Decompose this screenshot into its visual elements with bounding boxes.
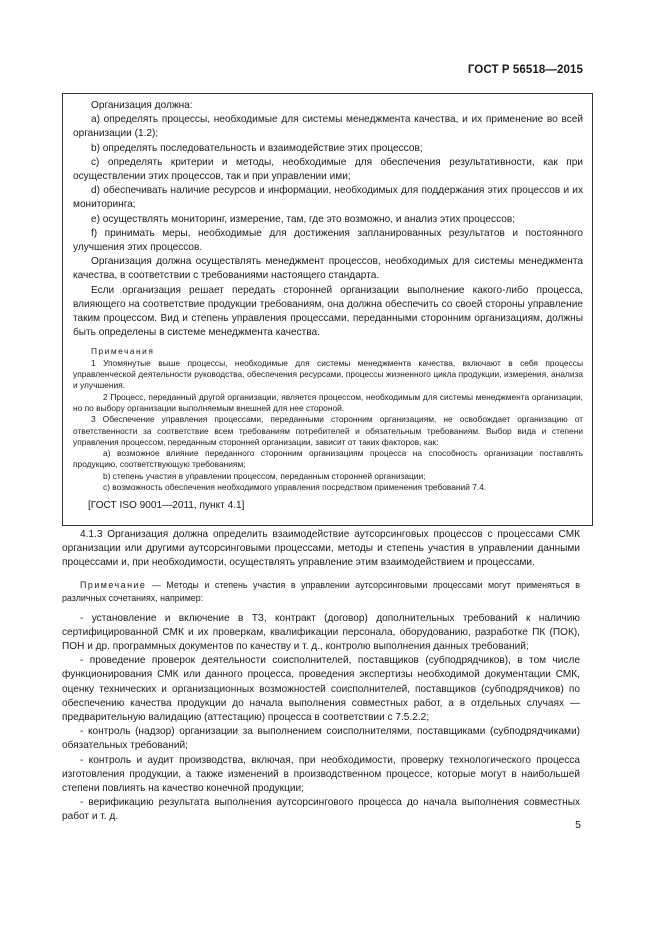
main-note-label: Примечание [80,579,147,590]
note-1: 1 Упомянутые выше процессы, необходимые для системы менеджмента качества, включают в себя процессы управленческой деятельности руководства, обеспечения ресурсами, процессы жизненного цикла продукции, измерения, анализа и улучшения. [73,357,583,391]
notes-block [73,346,583,493]
bullet-1: - установление и включение в ТЗ, контракт (договор) дополнительных требований к наличию сертифицированной СМК и их проверкам, квалификации персонала, оборудованию, разработке ПК (ПОК), ПОН и др. программных документов по качеству и т. д., контролю выполнения данных требований; [62,612,580,653]
box-item-a: а) определять процессы, необходимые для системы менеджмента качества, и их применение во всей организации (1.2); [73,114,583,140]
note-3-item-b: b) степень участия в управлении процессом, переданным сторонней организации; [103,470,426,481]
bullet-5: - верификацию результата выполнения аутсорсингового процесса до начала выполнения совместных работ и т. д. [62,797,580,823]
document-code: ГОСТ Р 56518—2015 [467,64,583,76]
quoted-standard-box [62,93,593,526]
note-3-item-c: с) возможность обеспечения необходимого управления посредством применения требований 7.4. [103,482,487,493]
box-item-f: f) принимать меры, необходимые для достижения запланированных результатов и постоянного улучшения этих процессов. [73,227,583,254]
clause-4-1-3: 4.1.3 Организация должна определить взаимодействие аутсорсинговых процессов с процессами СМК организации или другими аутсорсинговыми процессами, методы и степень участия в управлении данными процессами и, при необходимости, осуществлять управление этим взаимодействием и процессами. [62,529,580,569]
page-number: 5 [575,819,581,831]
box-paragraph-1: Организация должна осуществлять менеджмент процессов, необходимых для системы менеджмента качества, в соответствии с требованиями настоящего стандарта. [73,256,583,282]
box-paragraph-2: Если организация решает передать сторонней организации выполнение какого-либо процесса, влияющего на соответствие продукции требованиям, она должна обеспечить со своей стороны управление таким процессом. Вид и степень управления процессами, переданными сторонним организациям, должны быть определены в системе менеджмента качества. [73,284,583,339]
notes-heading: Примечания [91,346,155,357]
box-item-e: е) осуществлять мониторинг, измерение, там, где это возможно, и анализ этих процессов; [91,213,516,225]
box-item-b: b) определять последовательность и взаимодействие этих процессов; [91,142,423,154]
note-3-item-a: а) возможное влияние переданного сторонним организациям процесса на способность организации поставлять продукцию, соответствующую требованиям; [73,448,583,470]
standard-reference: [ГОСТ ISO 9001—2011, пункт 4.1] [88,500,245,512]
bullet-4: - контроль и аудит производства, включая, при необходимости, проверку технологического процесса изготовления продукции, а также изменений в производственном процессе, которые могут в наибольшей степени повлиять на качество конечной продукции; [62,754,580,795]
main-note [62,579,580,605]
box-intro: Организация должна: [91,100,193,111]
note-2: 2 Процесс, переданный другой организации, является процессом, необходимым для системы менеджмента организации, но по выбору организации выполняемым внешней для нее стороной. [73,391,583,413]
box-item-d: d) обеспечивать наличие ресурсов и информации, необходимых для поддержания этих процессов и их мониторинга; [73,185,583,211]
bullet-3: - контроль (надзор) организации за выполнением соисполнителями, поставщиками (субподрядчиками) обязательных требований; [62,726,580,752]
main-note-text: — Методы и степень участия в управлении аутсорсинговыми процессами могут применяться в различных сочетаниях, например: [62,579,580,603]
note-3: 3 Обеспечение управления процессами, переданными сторонним организациям, не освобождает организацию от ответственности за соответствие всем требованиям потребителей и обязательным требованиям. Выбор вида и степени управления процессом, переданным сторонней организации, зависит от таких факторов, как: [73,414,583,447]
bullet-2: - проведение проверок деятельности соисполнителей, поставщиков (субподрядчиков), в том числе функционирования СМК или данного процесса, проведения экспертизы необходимой документации СМК, оценку технических и организационных возможностей соисполнителей, поставщиков (субподрядчиков) по обеспечению качества продукции до начала выполнения совместных работ, а в отдельных случаях — предварительную валидацию (аттестацию) процесса в соответствии с 7.5.2.2; [62,655,580,724]
main-text [62,528,580,825]
box-item-c: с) определять критерии и методы, необходимые для обеспечения результативности, как при осуществлении этих процессов, так и при управлении ими; [73,156,583,183]
